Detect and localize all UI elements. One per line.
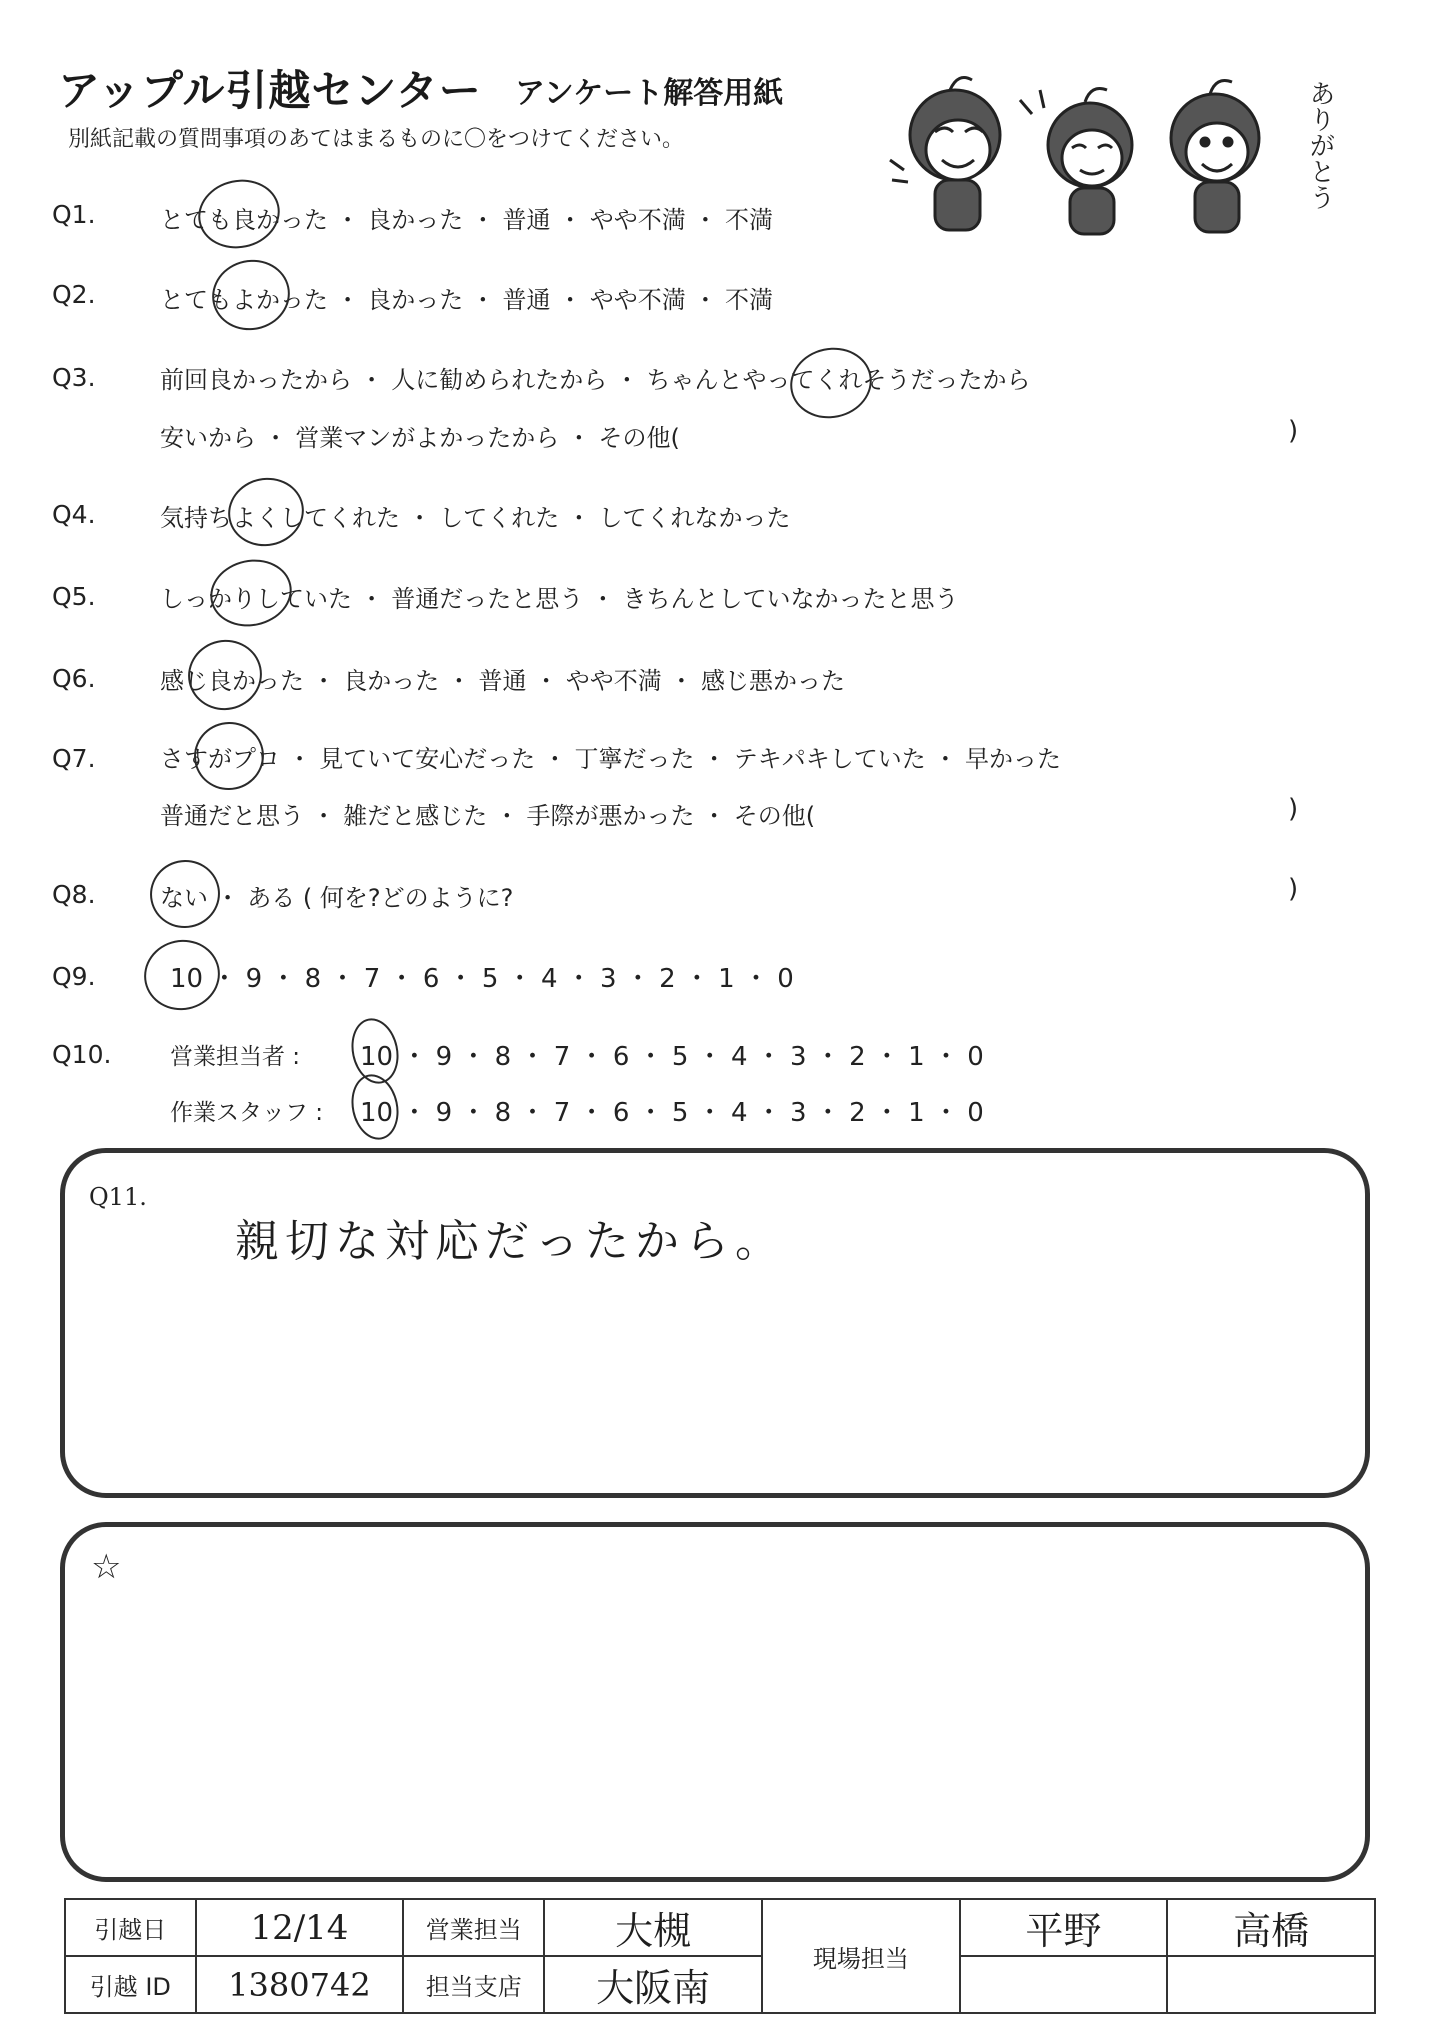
instruction-text: 別紙記載の質問事項のあてはまるものに〇をつけてください。: [68, 127, 685, 152]
sales-rep-value: 大槻: [615, 1909, 692, 1953]
q9-scale: 10 ・ 9 ・ 8 ・ 7 ・ 6 ・ 5 ・ 4 ・ 3 ・ 2 ・ 1 ・ 0: [170, 964, 794, 994]
q4-options: 気持ちよくしてくれた ・ してくれた ・ してくれなかった: [160, 504, 791, 532]
q2-answer-circle: [206, 253, 297, 338]
q5-answer-circle: [204, 552, 298, 634]
q10-staff-scale: 10 ・ 9 ・ 8 ・ 7 ・ 6 ・ 5 ・ 4 ・ 3 ・ 2 ・ 1 ・ 0: [360, 1098, 984, 1128]
q10-sales-scale: 10 ・ 9 ・ 8 ・ 7 ・ 6 ・ 5 ・ 4 ・ 3 ・ 2 ・ 1 ・ 0: [360, 1042, 984, 1072]
q10-label: Q10.: [52, 1040, 112, 1069]
q11-label: Q11.: [89, 1183, 147, 1211]
q8-answer-circle: [144, 853, 227, 934]
q7-label: Q7.: [52, 744, 96, 773]
q2-options: とてもよかった ・ 良かった ・ 普通 ・ やや不満 ・ 不満: [160, 286, 774, 314]
q5-label: Q5.: [52, 582, 96, 611]
monkey-middle-icon: [1020, 89, 1132, 235]
q10-staff-answer-circle: [346, 1070, 405, 1144]
q7-answer-circle: [188, 715, 271, 796]
q11-handwritten-answer: 親切な対応だったから。: [235, 1216, 785, 1267]
q9-answer-circle: [138, 933, 227, 1017]
monkey-mascots-illustration: [880, 60, 1350, 240]
q8-options: ない ・ ある ( 何を?どのように?: [160, 884, 514, 912]
thanks-text: ありがとう: [1305, 80, 1335, 210]
q11-answer-box: [60, 1148, 1370, 1498]
q7-options-line1: さすがプロ ・ 見ていて安心だった ・ 丁寧だった ・ テキパキしていた ・ 早かった: [160, 745, 1062, 773]
site-rep-2-value: 高橋: [1233, 1909, 1310, 1953]
q1-answer-circle: [192, 172, 286, 256]
q6-options: 感じ良かった ・ 良かった ・ 普通 ・ やや不満 ・ 感じ悪かった: [160, 667, 846, 695]
q1-options: とても良かった ・ 良かった ・ 普通 ・ やや不満 ・ 不満: [160, 206, 774, 234]
branch-label: 担当支店: [403, 1956, 544, 2013]
move-date-label: 引越日: [65, 1899, 196, 1956]
star-icon: ☆: [91, 1547, 122, 1587]
q5-options: しっかりしていた ・ 普通だったと思う ・ きちんとしていなかったと思う: [160, 585, 959, 613]
q4-label: Q4.: [52, 500, 96, 529]
q4-answer-circle: [222, 471, 310, 553]
q6-label: Q6.: [52, 664, 96, 693]
q2-label: Q2.: [52, 280, 96, 309]
q8-label: Q8.: [52, 880, 96, 909]
star-comment-box: [60, 1522, 1370, 1882]
sales-rep-label: 営業担当: [403, 1899, 544, 1956]
site-rep-1-value: 平野: [1025, 1909, 1102, 1953]
q3-options-line1: 前回良かったから ・ 人に勧められたから ・ ちゃんとやってくれそうだったから: [160, 366, 1031, 394]
q3-label: Q3.: [52, 363, 96, 392]
move-id-label: 引越 ID: [65, 1956, 196, 2013]
q10-staff-label: 作業スタッフ :: [170, 1100, 324, 1126]
monkey-left-icon: [890, 78, 1000, 230]
site-rep-empty-cell-1: [960, 1956, 1168, 2013]
footer-info-table: [64, 1898, 1376, 2014]
q3-options-line2: 安いから ・ 営業マンがよかったから ・ その他(: [160, 424, 680, 452]
q3-answer-circle: [784, 340, 879, 426]
q10-sales-label: 営業担当者 :: [170, 1044, 301, 1070]
q7-options-line2: 普通だと思う ・ 雑だと感じた ・ 手際が悪かった ・ その他(: [160, 802, 816, 830]
q6-answer-circle: [182, 633, 269, 717]
q9-label: Q9.: [52, 962, 96, 991]
monkey-right-icon: [1171, 81, 1259, 233]
branch-value: 大阪南: [596, 1966, 711, 2010]
company-title: アップル引越センター: [58, 66, 482, 115]
move-date-value: 12/14: [250, 1907, 349, 1948]
form-subtitle: アンケート解答用紙: [515, 76, 784, 111]
q7-close-paren: ): [1288, 794, 1299, 824]
q3-close-paren: ): [1288, 416, 1299, 446]
q8-close-paren: ): [1288, 874, 1299, 904]
site-rep-empty-cell-2: [1167, 1956, 1375, 2013]
move-id-value: 1380742: [228, 1965, 371, 2004]
q1-label: Q1.: [52, 200, 96, 229]
site-rep-label: 現場担当: [762, 1899, 959, 2013]
